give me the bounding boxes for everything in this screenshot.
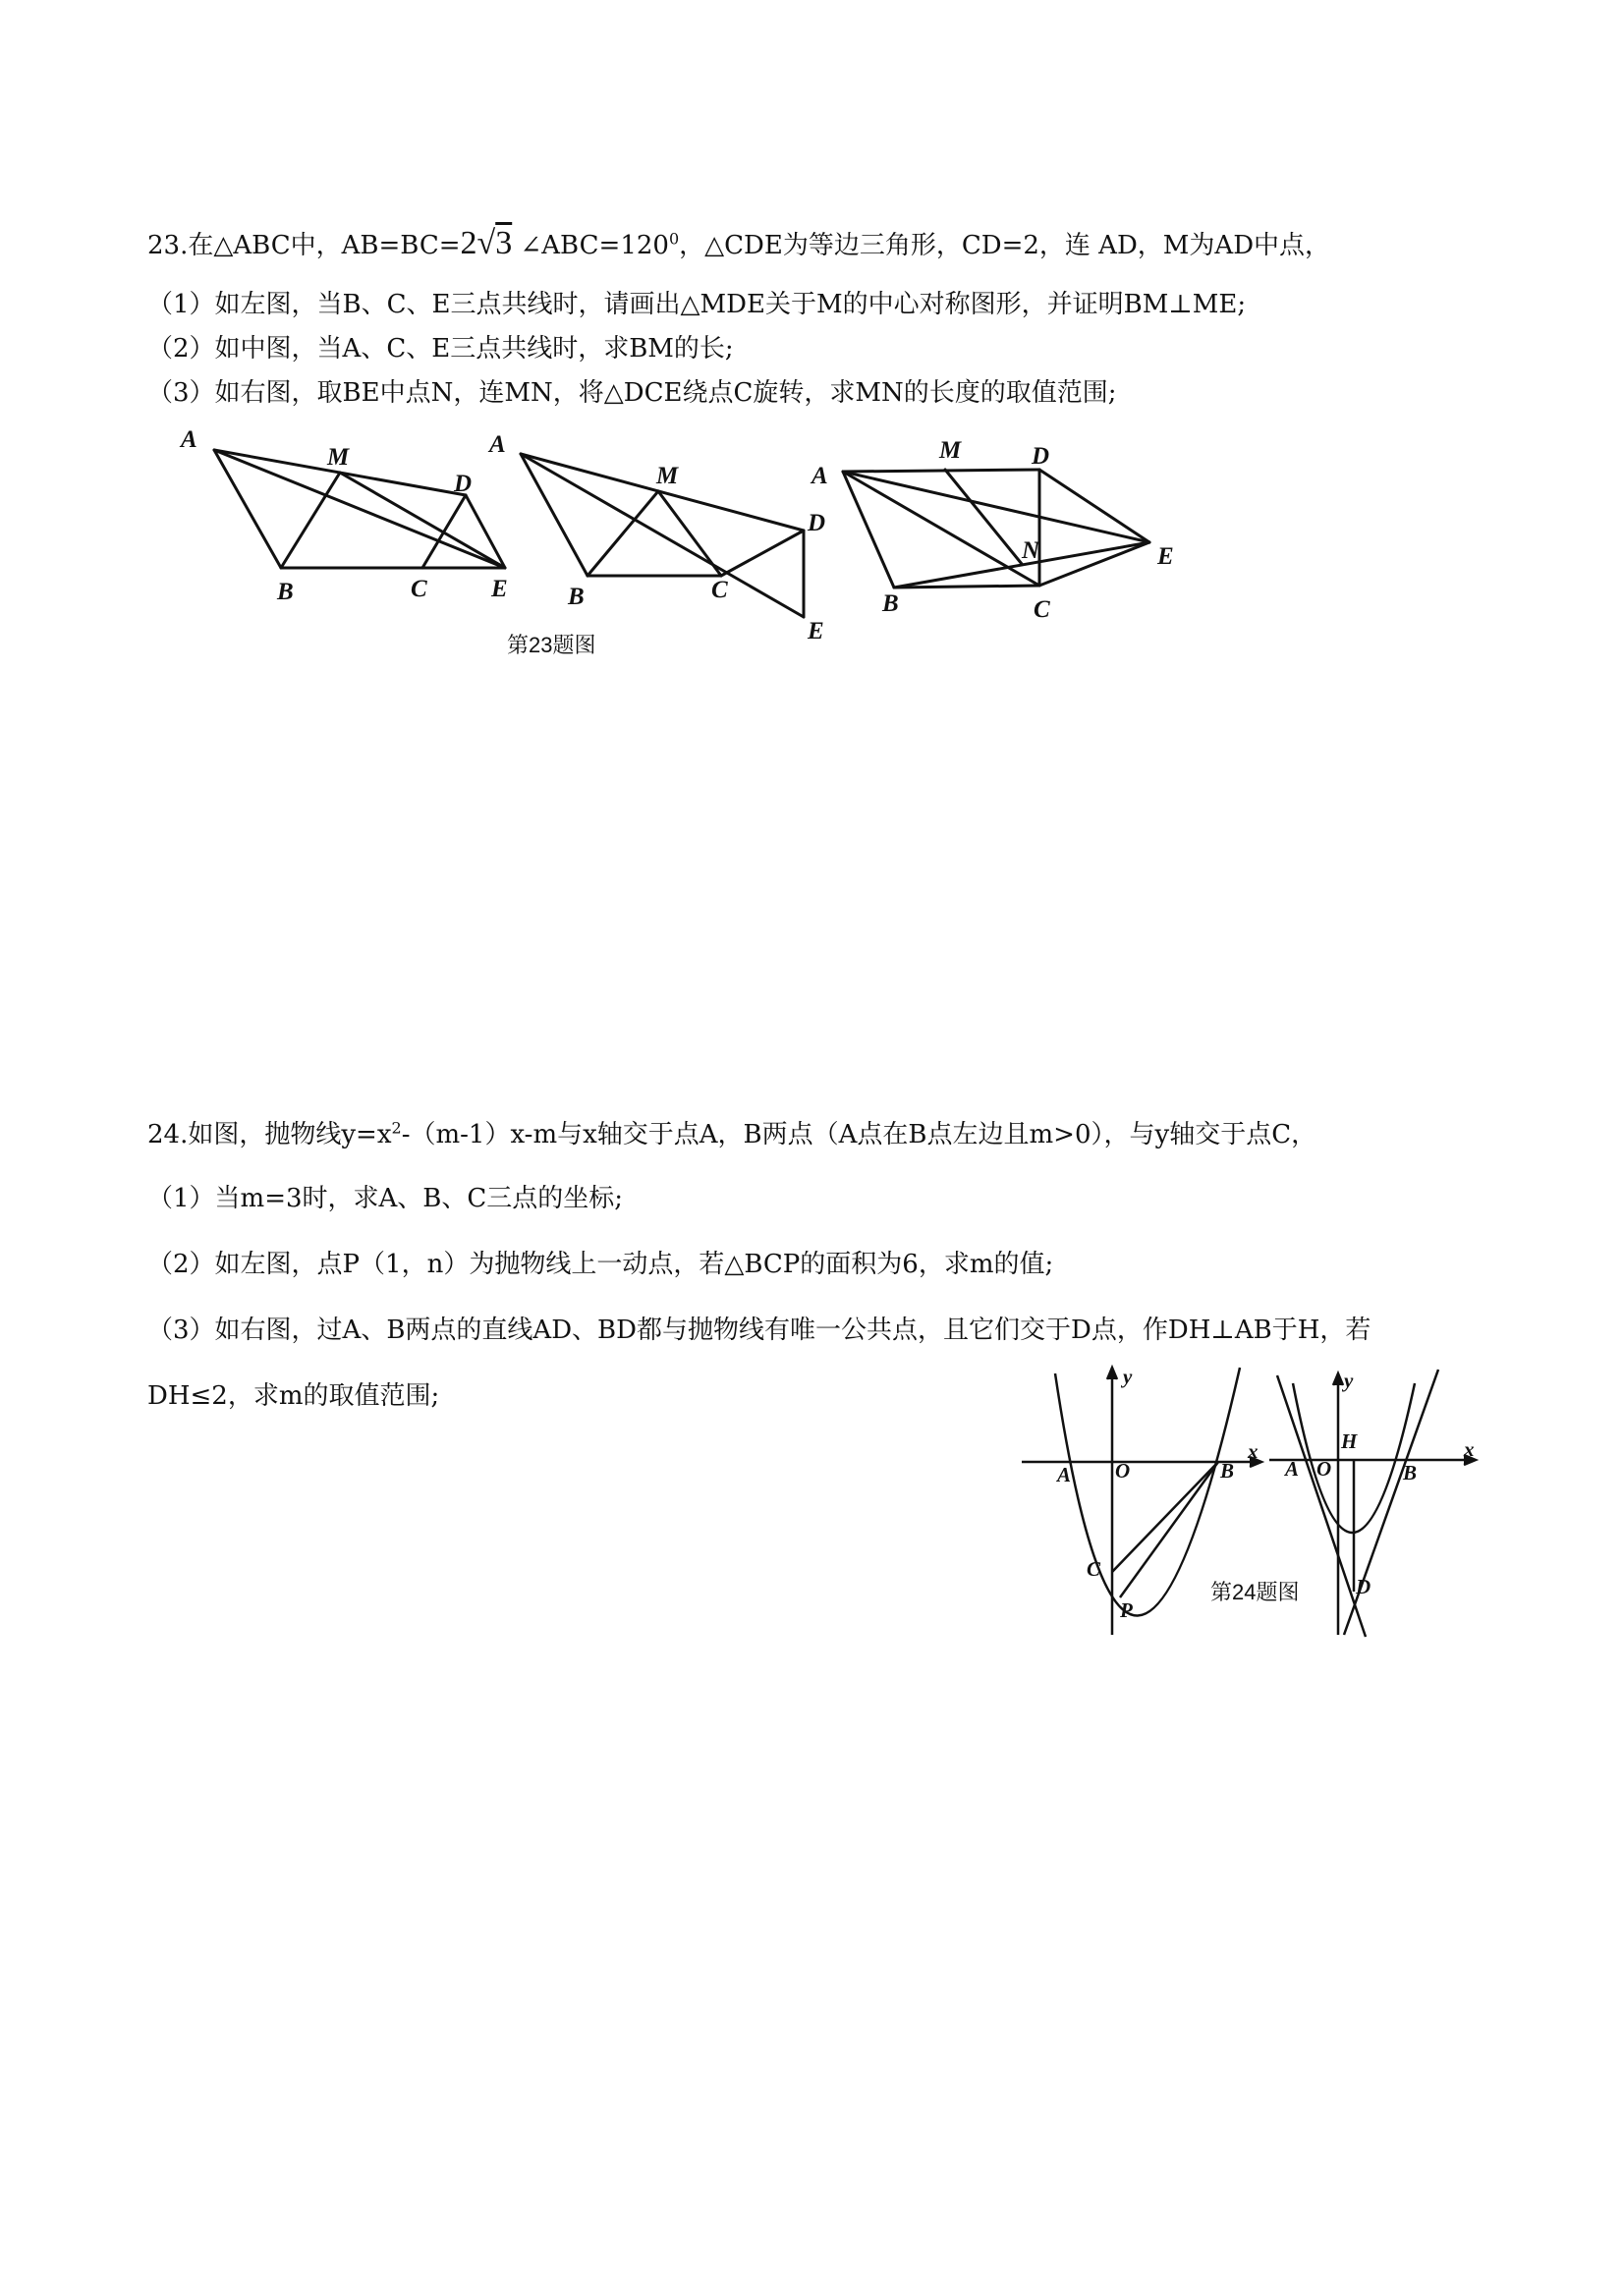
q23-root-arg: 3 [495,225,513,261]
fig-mid-label-e: E [808,618,824,644]
q24-part3: （3）如右图，过A、B两点的直线AD、BD都与抛物线有唯一公共点，且它们交于D点，作DH⊥AB于H，若 [147,1316,1371,1345]
q24-square-sup: 2 [391,1118,402,1138]
fig-mid-label-b: B [568,584,585,610]
fig-mid-label-m: M [656,463,679,489]
fig-right-label-n: N [1022,537,1040,564]
fig-left-label-b: B [277,579,294,605]
graph-left-label-c: C [1087,1557,1101,1581]
graph-left-label-o: O [1115,1459,1131,1483]
q23-caption: 第23题图 [507,633,596,657]
fig-left-label-e: E [491,576,508,602]
graph-right-label-o: O [1316,1457,1332,1481]
q23-heading-c: ，△CDE为等边三角形，CD=2，连 AD，M为AD中点， [679,231,1331,260]
fig-mid-label-a: A [489,431,506,458]
q23-part3: （3）如右图，取BE中点N，连MN，将△DCE绕点C旋转，求MN的长度的取值范围; [147,378,1117,408]
q24-part4: DH≤2，求m的取值范围; [147,1381,440,1411]
q24-heading-b: -（m-1）x-m与x轴交于点A，B两点（A点在B点左边且m>0），与y轴交于点C， [401,1120,1317,1149]
fig-left-label-a: A [181,426,197,453]
graph-left-label-y: y [1123,1365,1133,1388]
graph-left-label-p: P [1120,1598,1133,1622]
fig-mid-label-d: D [808,510,826,536]
q23-degree-sup: 0 [668,229,680,249]
fig-right-label-e: E [1157,543,1174,570]
graph-right-label-h: H [1341,1429,1358,1453]
q23-part1: （1）如左图，当B、C、E三点共线时，请画出△MDE关于M的中心对称图形，并证明BM⊥ME; [147,290,1247,319]
fig-right-label-a: A [812,463,828,489]
q23-heading-b: ∠ABC=120 [520,231,669,260]
q23-root-coef: 2 [460,225,477,261]
fig-right-label-b: B [882,590,899,617]
graph-right-label-x: x [1464,1437,1475,1461]
q24-figure-right [1269,1370,1476,1637]
q23-heading-a: 23.在△ABC中，AB=BC= [147,231,461,260]
q23-part2: （2）如中图，当A、C、E三点共线时，求BM的长; [147,334,734,364]
graph-left-label-x: x [1248,1439,1259,1463]
q24-caption: 第24题图 [1210,1580,1300,1604]
q24-part2: （2）如左图，点P（1，n）为抛物线上一动点，若△BCP的面积为6，求m的值; [147,1250,1054,1279]
fig-mid-label-c: C [711,577,728,603]
fig-left-label-c: C [411,576,427,602]
fig-left-label-d: D [454,471,473,497]
q24-heading-a: 24.如图，抛物线y=x [147,1120,392,1149]
graph-right-label-d: D [1356,1575,1371,1598]
fig-right-label-c: C [1034,596,1050,623]
graph-left-label-a: A [1057,1463,1072,1486]
fig-right-label-d: D [1032,443,1050,470]
graph-right-label-y: y [1344,1369,1354,1392]
sqrt-icon: √ [476,225,496,261]
graph-right-label-b: B [1403,1461,1418,1484]
fig-left-label-m: M [327,444,350,471]
fig-right-label-m: M [939,437,962,464]
graph-right-label-a: A [1285,1457,1300,1481]
graph-left-label-b: B [1220,1459,1235,1483]
q24-part1: （1）当m=3时，求A、B、C三点的坐标; [147,1184,624,1213]
